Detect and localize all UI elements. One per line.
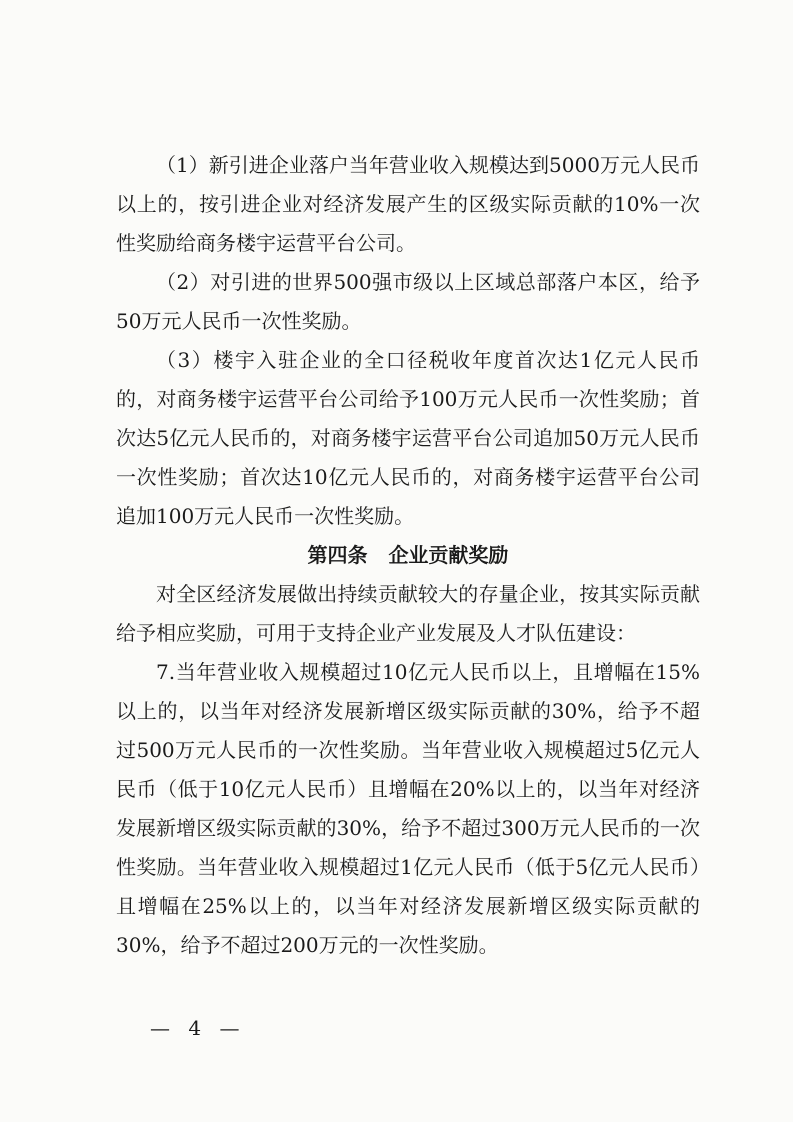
paragraph-2: （2）对引进的世界500强市级以上区域总部落户本区，给予50万元人民币一次性奖励。 (116, 270, 700, 333)
page-number: — 4 — (150, 1016, 246, 1040)
document-body (116, 146, 700, 965)
article-heading (116, 536, 700, 575)
paragraph-5: 7.当年营业收入规模超过10亿元人民币以上，且增幅在15%以上的，以当年对经济发展新增区级实际贡献的30%，给予不超过500万元人民币的一次性奖励。当年营业收入规模超过5亿元人民币（低于10亿元人民币）且增幅在20%以上的，以当年对经济发展新增区级实际贡献的30%，给予不超过300万元人民币的一次性奖励。当年营业收入规模超过1亿元人民币（低于5亿元人民币）且增幅在25%以上的，以当年对经济发展新增区级实际贡献的30%，给予不超过200万元的一次性奖励。 (116, 660, 700, 957)
paragraph-3: （3）楼宇入驻企业的全口径税收年度首次达1亿元人民币的，对商务楼宇运营平台公司给予100万元人民币一次性奖励；首次达5亿元人民币的，对商务楼宇运营平台公司追加50万元人民币一次性奖励；首次达10亿元人民币的，对商务楼宇运营平台公司追加100万元人民币一次性奖励。 (116, 348, 700, 528)
paragraph-4: 对全区经济发展做出持续贡献较大的存量企业，按其实际贡献给予相应奖励，可用于支持企业产业发展及人才队伍建设： (116, 582, 700, 645)
article-number: 第四条 (307, 543, 368, 567)
paragraph-1: （1）新引进企业落户当年营业收入规模达到5000万元人民币以上的，按引进企业对经济发展产生的区级实际贡献的10%一次性奖励给商务楼宇运营平台公司。 (116, 153, 700, 255)
article-title: 企业贡献奖励 (388, 543, 509, 567)
